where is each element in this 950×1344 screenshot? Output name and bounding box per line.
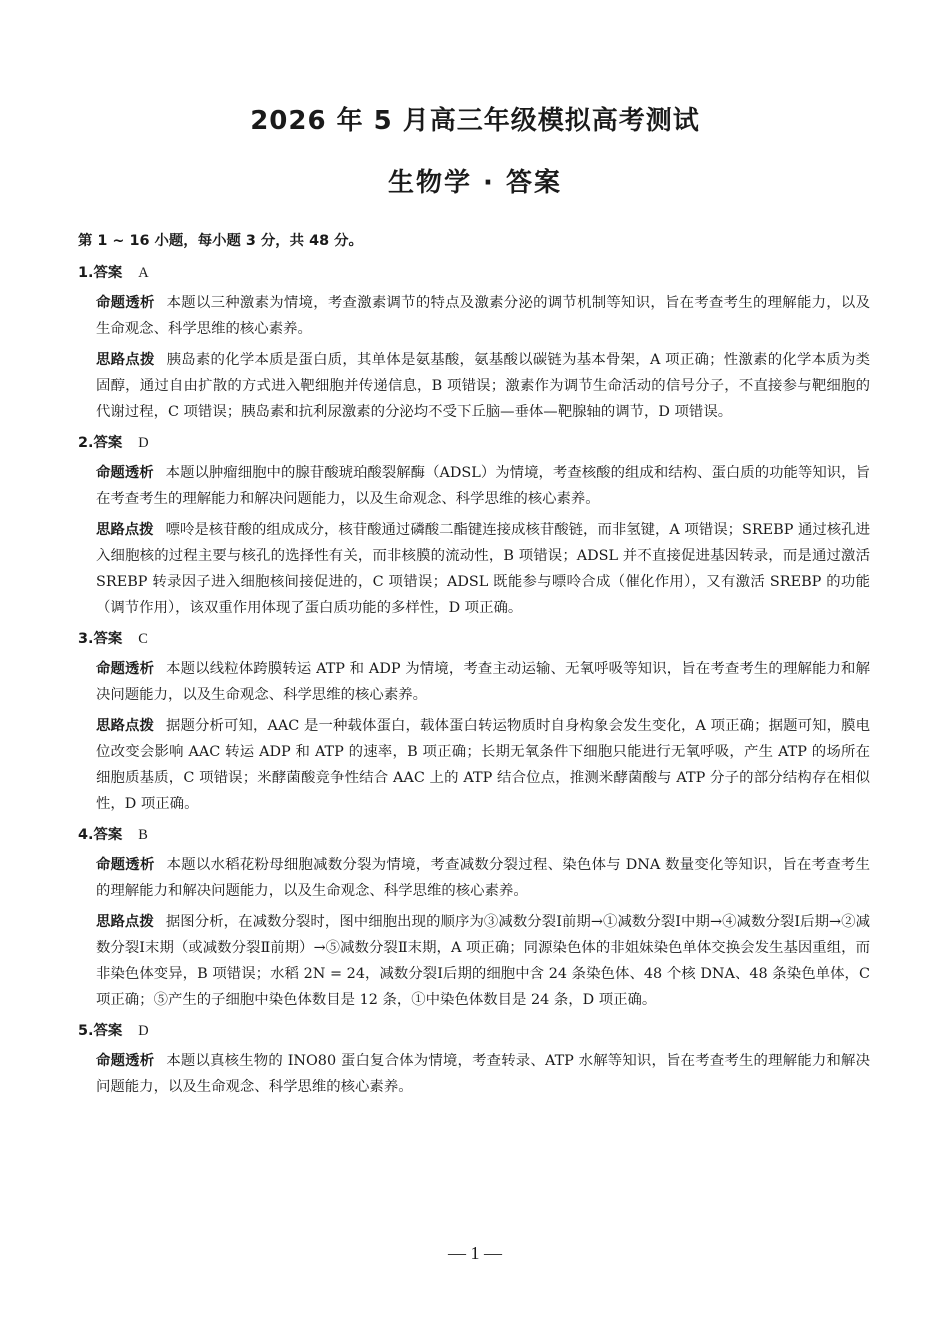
analysis-paragraph bbox=[78, 656, 870, 708]
hint-text: 胰岛素的化学本质是蛋白质，其单体是氨基酸，氨基酸以碳链为基本骨架，A 项正确；性激素的化学本质为类固醇，通过自由扩散的方式进入靶细胞并传递信息，B 项错误；激素作为调节生命活动的信号分子，不直接参与靶细胞的代谢过程，C 项错误；胰岛素和抗利尿激素的分泌均不受下丘脑—垂体—靶腺轴的调节，D 项错误。 bbox=[96, 352, 870, 420]
hint-label: 思路点拨 bbox=[96, 352, 155, 368]
question-5 bbox=[78, 1018, 870, 1100]
question-number: 3. bbox=[78, 631, 94, 647]
answer-content bbox=[78, 228, 870, 1105]
hint-text: 嘌呤是核苷酸的组成成分，核苷酸通过磷酸二酯键连接成核苷酸链，而非氢键，A 项错误；SREBP 通过核孔进入细胞核的过程主要与核孔的选择性有关，而非核膜的流动性，B 项错误；ADSL 并不直接促进基因转录，而是通过激活 SREBP 转录因子进入细胞核间接促进的，C 项错误；ADSL 既能参与嘌呤合成（催化作用），又有激活 SREBP 的功能（调节作用），该双重作用体现了蛋白质功能的多样性，D 项正确。 bbox=[96, 522, 870, 616]
question-number: 2. bbox=[78, 435, 94, 451]
section-intro: 第 1 ~ 16 小题，每小题 3 分，共 48 分。 bbox=[78, 233, 363, 249]
analysis-label: 命题透析 bbox=[96, 1053, 155, 1069]
hint-label: 思路点拨 bbox=[96, 718, 155, 734]
analysis-text: 本题以肿瘤细胞中的腺苷酸琥珀酸裂解酶（ADSL）为情境，考查核酸的组成和结构、蛋白质的功能等知识，旨在考查考生的理解能力和解决问题能力，以及生命观念、科学思维的核心素养。 bbox=[96, 465, 870, 507]
hint-label: 思路点拨 bbox=[96, 914, 154, 930]
question-3-header bbox=[78, 626, 870, 652]
answer-value: D bbox=[138, 1023, 149, 1039]
hint-text: 据题分析可知，AAC 是一种载体蛋白，载体蛋白转运物质时自身构象会发生变化，A 项正确；据题可知，膜电位改变会影响 AAC 转运 ADP 和 ATP 的速率，B 项正确；长期无氧条件下细胞只能进行无氧呼吸，产生 ATP 的场所在细胞质基质，C 项错误；米酵菌酸竞争性结合 AAC 上的 ATP 结合位点，推测米酵菌酸与 ATP 分子的部分结构存在相似性，D 项正确。 bbox=[96, 718, 870, 812]
hint-paragraph bbox=[78, 517, 870, 621]
document-subtitle: 生物学 · 答案 bbox=[388, 168, 562, 198]
answer-value: B bbox=[138, 827, 148, 843]
analysis-paragraph bbox=[78, 460, 870, 512]
question-4-header bbox=[78, 822, 870, 848]
hint-paragraph bbox=[78, 713, 870, 817]
analysis-text: 本题以真核生物的 INO80 蛋白复合体为情境，考查转录、ATP 水解等知识，旨在考查考生的理解能力和解决问题能力，以及生命观念、科学思维的核心素养。 bbox=[96, 1053, 870, 1095]
answer-label: 答案 bbox=[93, 435, 123, 451]
document-title: 2026 年 5 月高三年级模拟高考测试 bbox=[250, 106, 700, 136]
question-3 bbox=[78, 626, 870, 817]
analysis-paragraph bbox=[78, 1048, 870, 1100]
answer-value: D bbox=[138, 435, 149, 451]
analysis-paragraph bbox=[78, 290, 870, 342]
question-1 bbox=[78, 260, 870, 425]
answer-label: 答案 bbox=[93, 827, 123, 843]
answer-label: 答案 bbox=[93, 631, 123, 647]
analysis-paragraph bbox=[78, 852, 870, 904]
question-1-header bbox=[78, 260, 870, 286]
analysis-text: 本题以水稻花粉母细胞减数分裂为情境，考查减数分裂过程、染色体与 DNA 数量变化等知识，旨在考查考生的理解能力和解决问题能力，以及生命观念、科学思维的核心素养。 bbox=[96, 857, 870, 899]
analysis-label: 命题透析 bbox=[96, 295, 155, 311]
analysis-text: 本题以线粒体跨膜转运 ATP 和 ADP 为情境，考查主动运输、无氧呼吸等知识，旨在考查考生的理解能力和解决问题能力，以及生命观念、科学思维的核心素养。 bbox=[96, 661, 870, 703]
analysis-label: 命题透析 bbox=[96, 465, 154, 481]
hint-text: 据图分析，在减数分裂时，图中细胞出现的顺序为③减数分裂Ⅰ前期→①减数分裂Ⅰ中期→④减数分裂Ⅰ后期→②减数分裂Ⅰ末期（或减数分裂Ⅱ前期）→⑤减数分裂Ⅱ末期，A 项正确；同源染色体的非姐妹染色单体交换会发生基因重组，而非染色体变异，B 项错误；水稻 2N = 24，减数分裂Ⅰ后期的细胞中含 24 条染色体、48 个核 DNA、48 条染色单体，C 项正确；⑤产生的子细胞中染色体数目是 12 条，①中染色体数目是 24 条，D 项正确。 bbox=[96, 914, 870, 1008]
answer-label: 答案 bbox=[93, 265, 123, 281]
question-4 bbox=[78, 822, 870, 1013]
hint-paragraph bbox=[78, 347, 870, 425]
question-5-header bbox=[78, 1018, 870, 1044]
answer-value: A bbox=[138, 265, 149, 281]
question-2 bbox=[78, 430, 870, 621]
answer-value: C bbox=[138, 631, 148, 647]
question-2-header bbox=[78, 430, 870, 456]
hint-label: 思路点拨 bbox=[96, 522, 154, 538]
analysis-label: 命题透析 bbox=[96, 857, 155, 873]
question-number: 4. bbox=[78, 827, 94, 843]
analysis-label: 命题透析 bbox=[96, 661, 155, 677]
answer-label: 答案 bbox=[93, 1023, 123, 1039]
page-number: — 1 — bbox=[448, 1243, 502, 1263]
analysis-text: 本题以三种激素为情境，考查激素调节的特点及激素分泌的调节机制等知识，旨在考查考生的理解能力，以及生命观念、科学思维的核心素养。 bbox=[96, 295, 870, 337]
hint-paragraph bbox=[78, 909, 870, 1013]
question-number: 1. bbox=[78, 265, 94, 281]
question-number: 5. bbox=[78, 1023, 94, 1039]
